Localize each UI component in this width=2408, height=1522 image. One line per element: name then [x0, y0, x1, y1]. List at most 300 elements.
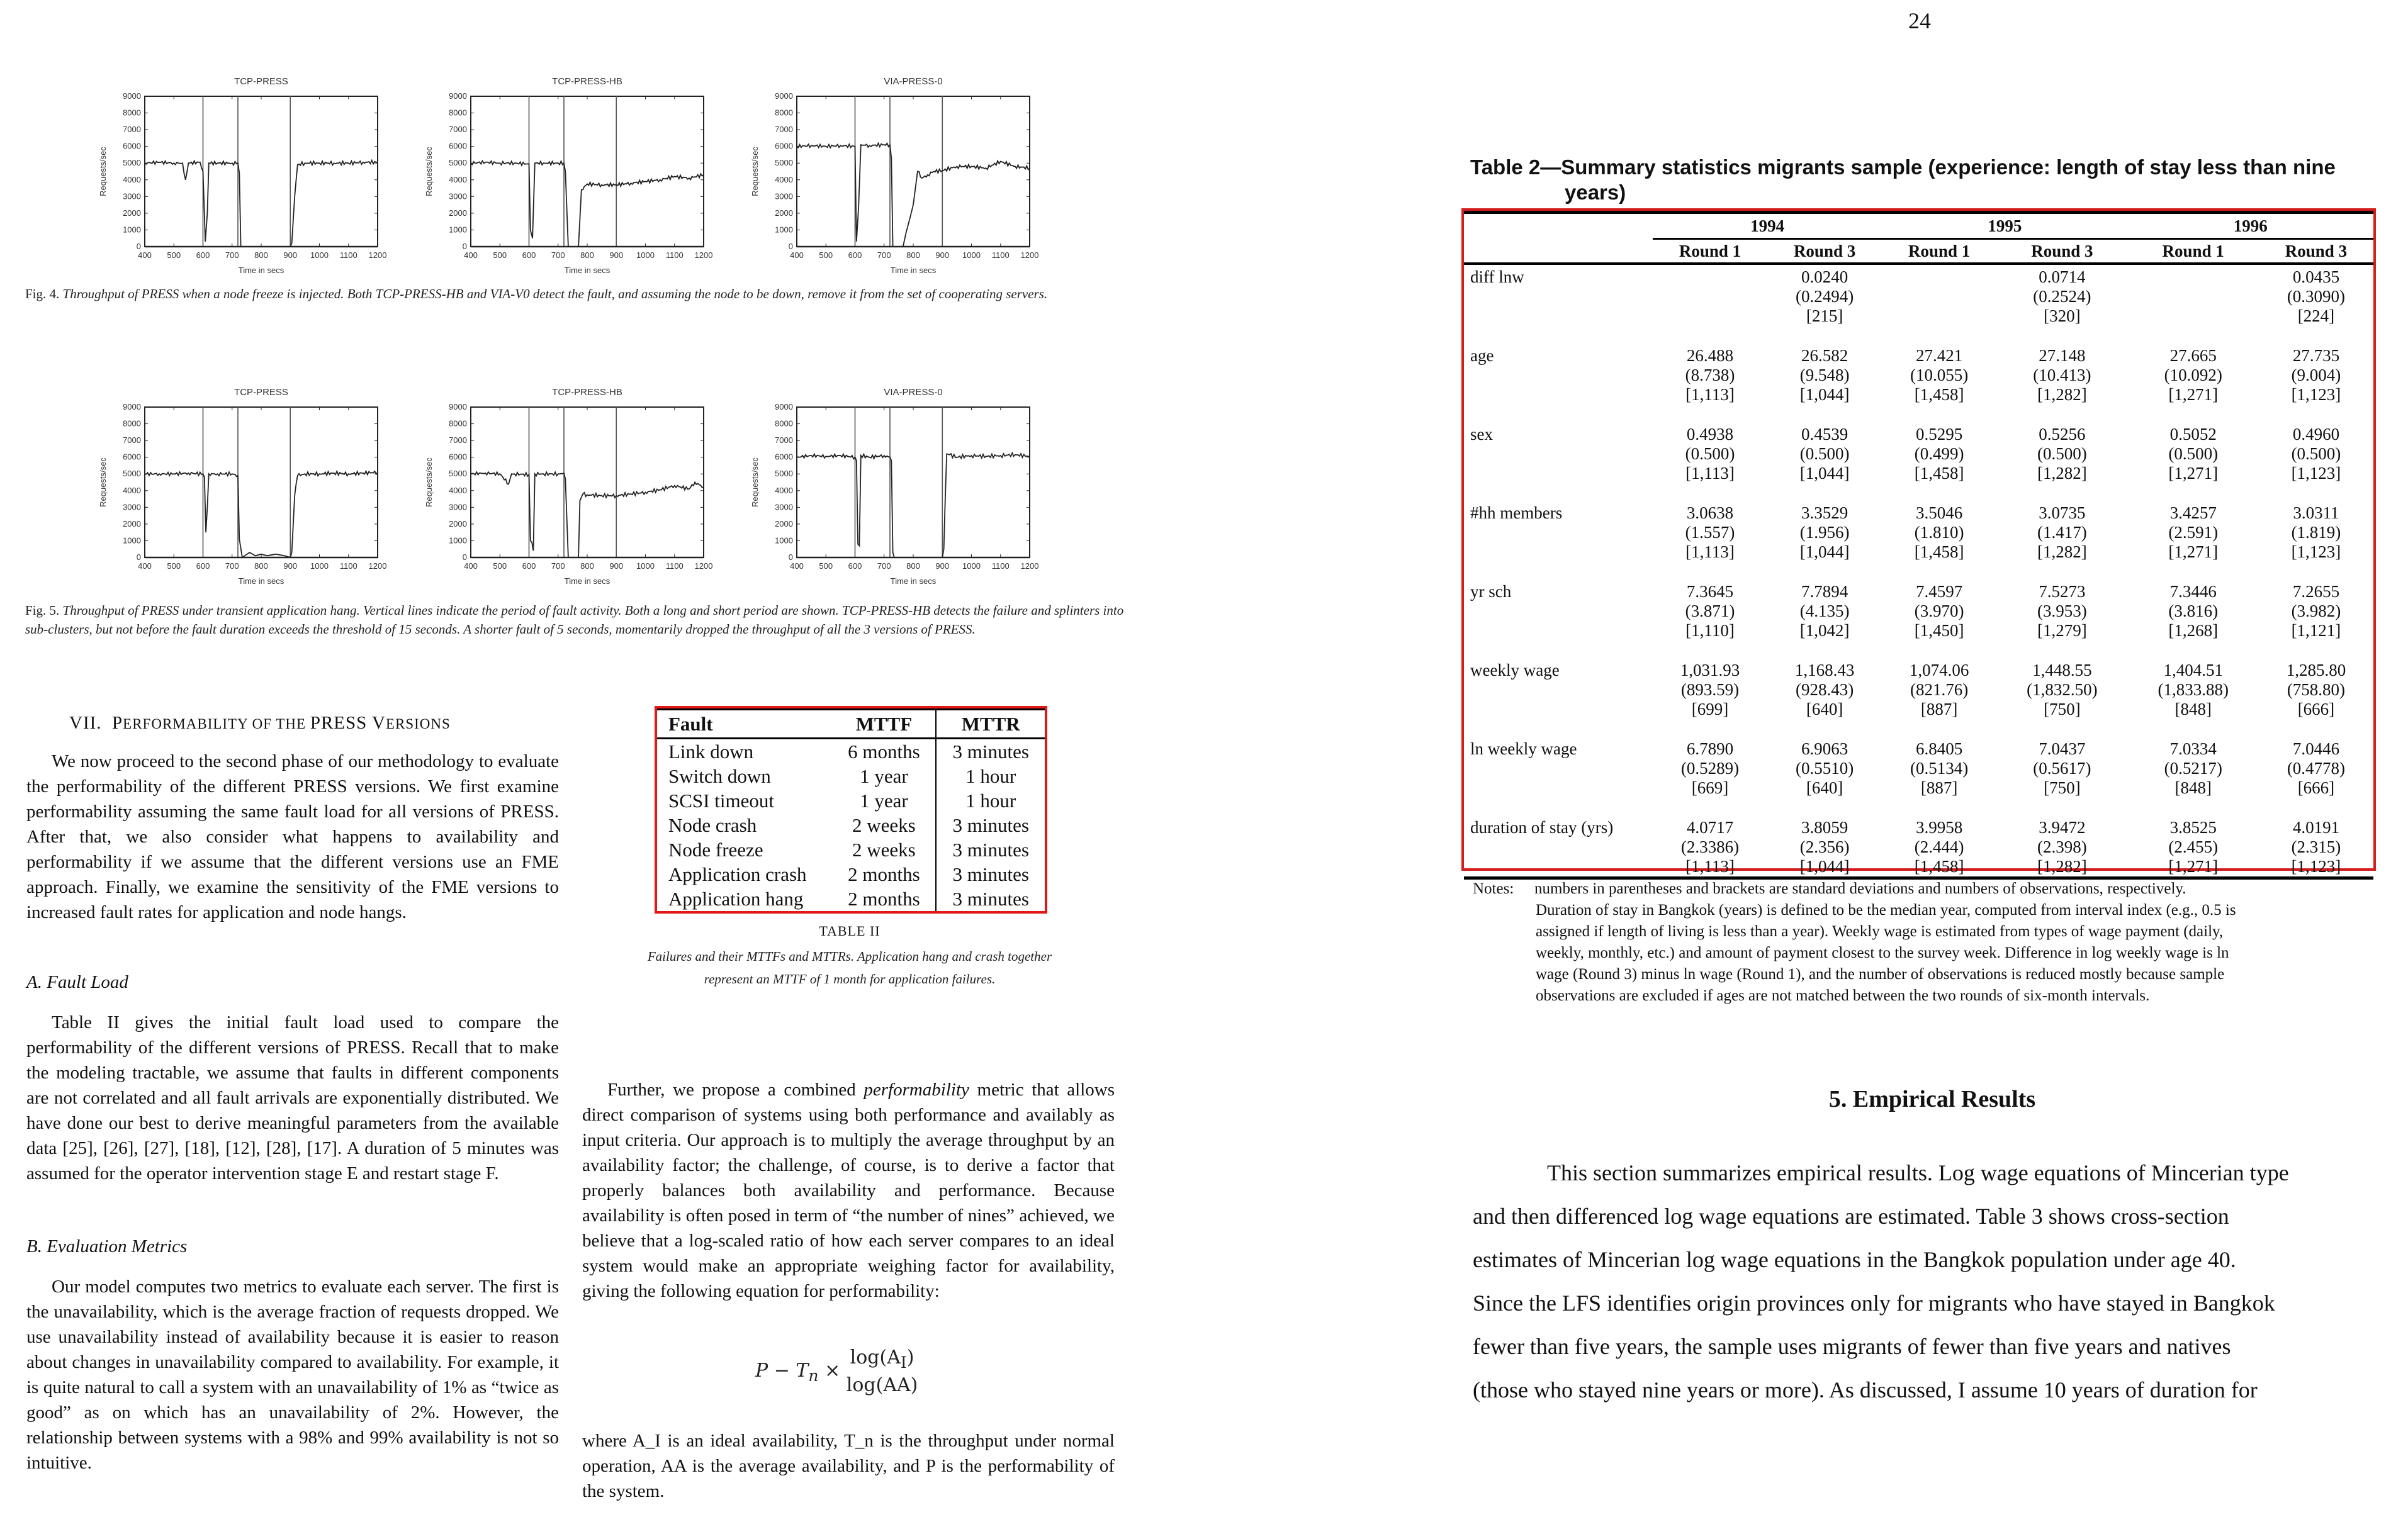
y-tick-label: 1000 [775, 225, 793, 235]
round-header: Round 3 [1996, 239, 2127, 264]
round-header: Round 1 [1653, 239, 1767, 264]
stat-sd: (2.455) [2168, 837, 2219, 856]
stat-cell [2259, 815, 2373, 878]
stat-n: [640] [1806, 700, 1843, 719]
y-tick-label: 4000 [775, 485, 793, 495]
stat-cell [1767, 737, 1882, 815]
fig4-chart-via-press-0 [740, 70, 1039, 278]
stat-mean: 7.3446 [2169, 582, 2217, 601]
section-number: VII. [69, 713, 102, 733]
fig5-chart-tcp-press [88, 381, 387, 589]
y-tick-label: 9000 [775, 402, 793, 411]
x-tick-label: 700 [225, 250, 239, 260]
plot-frame [797, 96, 1030, 247]
stat-cell [2259, 579, 2373, 658]
x-tick-label: 700 [877, 250, 891, 260]
stat-mean: 0.5256 [2039, 425, 2086, 444]
stat-mean: 27.148 [2039, 346, 2086, 365]
x-tick-label: 400 [464, 561, 478, 571]
stat-sd: (8.738) [1685, 366, 1735, 384]
stat-n: [1,282] [2037, 857, 2087, 876]
stat-n: [1,113] [1685, 385, 1735, 404]
stat-mean: 26.582 [1801, 346, 1848, 365]
y-tick-label: 6000 [123, 452, 141, 462]
y-tick-label: 1000 [123, 535, 141, 546]
stat-mean: 6.8405 [1916, 739, 1963, 758]
empty-corner [1464, 239, 1653, 264]
fault-mttr: 1 hour [936, 764, 1045, 788]
fault-mttr: 3 minutes [936, 862, 1045, 887]
variable-name: weekly wage [1470, 661, 1560, 680]
summary-table [1464, 211, 2373, 880]
stat-n: [1,044] [1799, 385, 1850, 404]
stat-n: [887] [1920, 700, 1958, 719]
section-title-p4: ERSIONS [385, 716, 451, 732]
year-1994: 1994 [1653, 213, 1882, 239]
y-tick-label: 1000 [123, 225, 141, 235]
fig5-chart-tcp-press-hb [414, 381, 713, 589]
eq-numerator [847, 1346, 918, 1374]
fig5-caption-text: Throughput of PRESS under transient application hang. Vertical lines indicate the period of fault activity. Both a long and short period are shown. TCP-PRESS-HB detects the failure and splinters into sub-clusters, but not before the fault duration exceeds the threshold of 15 seconds. A shorter fault of 5 seconds, momentarily dropped the throughput of all the 3 versions of PRESS. [25, 603, 1124, 637]
y-tick-label: 9000 [449, 91, 467, 101]
stat-cell [1767, 579, 1882, 658]
x-tick-label: 800 [580, 561, 594, 571]
x-tick-label: 1100 [665, 561, 684, 571]
x-tick-label: 1000 [962, 250, 981, 260]
stat-cell [1653, 737, 1767, 815]
x-tick-label: 700 [877, 561, 891, 571]
y-tick-label: 6000 [449, 452, 467, 462]
fig4-caption [25, 284, 1133, 303]
y-tick-label: 6000 [449, 141, 467, 151]
stat-sd: (4.135) [1799, 602, 1850, 620]
y-tick-label: 0 [136, 552, 141, 562]
stat-n [1653, 306, 1767, 326]
y-tick-label: 4000 [123, 485, 141, 495]
stat-cell [2259, 658, 2373, 737]
fig4-caption-label: Fig. 4. [25, 286, 60, 301]
fig4-chart-tcp-press [88, 70, 387, 278]
stat-sd: (0.2524) [2033, 287, 2091, 306]
table-row [1464, 264, 2373, 344]
stat-n: [1,458] [1914, 464, 1964, 483]
y-tick-label: 7000 [449, 435, 467, 445]
stat-n: [1,458] [1914, 385, 1964, 404]
stat-mean [2128, 267, 2259, 287]
intro-paragraph: We now proceed to the second phase of our methodology to evaluate the performability of the different PRESS versions. We first examine performability assuming the same fault load for all versions of PRESS. After that, we also consider what happens to availability and performability if we assume that the different versions use an FME approach. Finally, we examine the sensitivity of the FME versions to increased fault rates for application and node hangs. [26, 751, 559, 922]
chart-title: TCP-PRESS [234, 387, 288, 398]
fault-mttf: 6 months [848, 741, 920, 763]
fig5-caption-label: Fig. 5. [25, 603, 60, 618]
line-chart [414, 381, 713, 589]
fault-table-caption [585, 945, 1114, 990]
stat-n: [1,113] [1685, 464, 1735, 483]
fault-table-highlight [655, 706, 1047, 914]
stat-mean: 27.735 [2292, 346, 2340, 365]
y-tick-label: 8000 [123, 108, 141, 118]
stat-sd: (2.356) [1799, 837, 1850, 856]
stat-mean: 0.0714 [2039, 267, 2086, 286]
variable-name: #hh members [1470, 503, 1563, 522]
fault-mttf: 2 weeks [852, 814, 916, 836]
y-tick-label: 8000 [449, 108, 467, 118]
x-tick-label: 500 [493, 561, 507, 571]
x-tick-label: 1200 [368, 250, 387, 260]
stat-cell [1882, 422, 1996, 501]
line-chart [88, 70, 387, 278]
stat-n: [1,282] [2037, 542, 2087, 561]
x-tick-label: 900 [283, 561, 298, 571]
table-row [1464, 422, 2373, 501]
x-tick-label: 700 [225, 561, 239, 571]
stat-n: [1,271] [2168, 857, 2219, 876]
stat-mean: 6.9063 [1801, 739, 1848, 758]
x-tick-label: 1100 [665, 250, 684, 260]
evaluation-metrics-paragraph: Our model computes two metrics to evaluate each server. The first is the unavailability, which is the average fraction of requests dropped. We use unavailability instead of availability because it is easier to reason about changes in unavailability compared to availability. For example, it is quite natural to call a system with an unavailability of 1% as “twice as good” as on which has an unavailability of 2%. However, the relationship between systems with a 98% and 99% availability is not so intuitive. [26, 1277, 559, 1473]
stat-cell [2128, 579, 2259, 658]
stat-mean: 1,168.43 [1794, 661, 1855, 680]
fault-table-label: TABLE II [819, 923, 880, 939]
table-row [657, 813, 1045, 837]
stat-sd: (928.43) [1795, 680, 1854, 699]
stat-mean: 3.3529 [1801, 503, 1848, 522]
chart-title: VIA-PRESS-0 [884, 76, 943, 87]
x-axis-label: Time in secs [238, 266, 284, 275]
year-1995: 1995 [1882, 213, 2127, 239]
round-header: Round 1 [1882, 239, 1996, 264]
y-tick-label: 6000 [775, 141, 793, 151]
stat-cell [1882, 658, 1996, 737]
x-axis-label: Time in secs [890, 266, 937, 275]
stat-n: [1,271] [2168, 385, 2219, 404]
stat-n: [848] [2175, 700, 2212, 719]
fault-name: Node crash [668, 814, 757, 836]
y-tick-label: 7000 [775, 125, 793, 135]
stat-cell [1653, 579, 1767, 658]
stat-cell [2128, 501, 2259, 579]
performability-text [582, 1077, 1115, 1304]
stat-sd: (1,833.88) [2158, 680, 2229, 699]
stat-n: [1,271] [2168, 542, 2219, 561]
stat-sd: (1.819) [2291, 523, 2341, 542]
section-title-p2: ERFORMABILITY OF THE [123, 716, 310, 732]
stat-cell [1653, 264, 1767, 344]
x-tick-label: 700 [551, 561, 565, 571]
stat-cell [2128, 344, 2259, 422]
stat-n: [1,121] [2291, 621, 2341, 640]
fault-mttf: 1 year [860, 765, 908, 787]
stat-n: [1,279] [2037, 621, 2087, 640]
chart-title: TCP-PRESS-HB [552, 387, 622, 398]
x-tick-label: 1200 [694, 250, 713, 260]
stat-mean: 1,404.51 [2163, 661, 2223, 680]
plot-frame [797, 407, 1030, 557]
x-tick-label: 400 [790, 561, 804, 571]
stat-cell [2259, 501, 2373, 579]
y-tick-label: 2000 [449, 518, 467, 529]
fault-name: Link down [668, 741, 754, 763]
stat-mean: 3.0638 [1686, 503, 1734, 522]
y-tick-label: 7000 [123, 125, 141, 135]
stat-mean: 3.0735 [2039, 503, 2086, 522]
fault-mttr: 1 hour [936, 788, 1045, 813]
stat-mean: 0.0240 [1801, 267, 1848, 286]
stat-mean: 0.4539 [1801, 425, 1848, 444]
y-tick-label: 5000 [123, 469, 141, 479]
fault-mttr: 3 minutes [936, 837, 1045, 862]
stat-cell [2128, 815, 2259, 878]
stat-cell [2128, 658, 2259, 737]
body-line: estimates of Mincerian log wage equations in the Bangkok population under age 40. [1473, 1247, 2236, 1272]
stat-mean: 27.665 [2169, 346, 2217, 365]
stat-mean: 0.5052 [2169, 425, 2217, 444]
section-title-p1: P [112, 713, 123, 733]
empirical-results-body [1473, 1151, 2398, 1412]
x-tick-label: 1100 [339, 250, 357, 260]
stat-sd: (0.500) [2037, 444, 2087, 463]
plot-frame [471, 407, 704, 557]
stat-cell [1767, 264, 1882, 344]
stat-cell [1653, 501, 1767, 579]
x-tick-label: 600 [522, 561, 536, 571]
plot-frame [471, 96, 704, 247]
stat-n: [666] [2297, 700, 2335, 719]
fault-table-header [657, 710, 1045, 739]
stat-sd [2128, 287, 2259, 306]
fault-mttf: 1 year [860, 790, 908, 812]
performability-equation [755, 1346, 918, 1397]
section-heading [69, 713, 560, 734]
body-line: and then differenced log wage equations are estimated. Table 3 shows cross-section [1473, 1204, 2229, 1229]
table-row [1464, 658, 2373, 737]
para-text-before: Further, we propose a combined [607, 1080, 856, 1100]
stat-mean: 4.0191 [2292, 818, 2340, 837]
stat-mean: 7.0437 [2039, 739, 2086, 758]
page-number: 24 [1908, 8, 1931, 33]
stat-cell [1767, 344, 1882, 422]
stat-cell [1882, 344, 1996, 422]
stat-n: [1,042] [1799, 621, 1850, 640]
stat-cell [2259, 422, 2373, 501]
fault-mttf: 2 weeks [852, 839, 916, 861]
notes-line: weekly, monthly, etc.) and amount of payment closest to the survey week. Difference in log weekly wage is ln [1536, 944, 2229, 961]
stat-n: [669] [1691, 778, 1729, 797]
fault-mttr: 3 minutes [936, 739, 1045, 764]
y-tick-label: 3000 [123, 502, 141, 512]
y-tick-label: 9000 [123, 91, 141, 101]
chart-title: TCP-PRESS [234, 76, 288, 87]
stat-n: [1,450] [1914, 621, 1964, 640]
y-tick-label: 8000 [123, 418, 141, 428]
stat-sd: (3.871) [1685, 602, 1735, 620]
x-axis-label: Time in secs [564, 266, 610, 275]
stat-n: [1,123] [2291, 542, 2341, 561]
throughput-series [471, 472, 704, 557]
stat-n: [750] [2044, 700, 2081, 719]
table-row [1464, 579, 2373, 658]
chart-title: TCP-PRESS-HB [552, 76, 622, 87]
eq-times: × [824, 1360, 841, 1382]
variable-name: age [1470, 346, 1494, 365]
stat-mean: 1,448.55 [2032, 661, 2092, 680]
table-row [657, 739, 1045, 764]
stat-sd: (1.956) [1799, 523, 1850, 542]
stat-cell [2128, 264, 2259, 344]
line-chart [740, 381, 1039, 589]
stat-n: [1,123] [2291, 857, 2341, 876]
stat-sd: (0.499) [1914, 444, 1964, 463]
stat-cell [1653, 422, 1767, 501]
stat-cell [1996, 815, 2127, 878]
stat-cell [1996, 344, 2127, 422]
x-tick-label: 1000 [636, 250, 655, 260]
fault-name: Application hang [668, 888, 804, 910]
stat-n: [848] [2175, 778, 2212, 797]
stat-mean: 6.7890 [1686, 739, 1734, 758]
stat-n: [1,271] [2168, 464, 2219, 483]
stat-n: [1,458] [1914, 857, 1964, 876]
stat-n: [1,123] [2291, 385, 2341, 404]
stat-mean: 7.0446 [2292, 739, 2340, 758]
stat-sd: (0.5289) [1680, 759, 1740, 778]
notes-line: wage (Round 3) minus ln wage (Round 1), and the number of observations is reduced mostly because sample [1536, 966, 2225, 983]
y-tick-label: 1000 [775, 535, 793, 546]
table-row [657, 788, 1045, 813]
y-axis-label: Requests/sec [98, 457, 108, 507]
y-tick-label: 2000 [123, 518, 141, 529]
stat-cell [2259, 264, 2373, 344]
stat-n: [1,044] [1799, 464, 1850, 483]
stat-sd: (758.80) [2287, 680, 2346, 699]
stat-cell [1653, 815, 1767, 878]
y-tick-label: 5000 [449, 469, 467, 479]
y-tick-label: 2000 [449, 208, 467, 218]
stat-mean: 7.3645 [1686, 582, 1734, 601]
where-text [582, 1428, 1115, 1504]
y-tick-label: 0 [788, 552, 793, 562]
x-tick-label: 1100 [339, 561, 357, 571]
y-tick-label: 7000 [775, 435, 793, 445]
stat-mean: 3.9472 [2039, 818, 2086, 837]
round-header: Round 3 [1767, 239, 1882, 264]
stat-sd: (0.5617) [2033, 759, 2091, 778]
y-tick-label: 0 [788, 242, 793, 251]
stat-cell [1653, 658, 1767, 737]
x-tick-label: 900 [935, 250, 950, 260]
notes-line: Duration of stay in Bangkok (years) is defined to be the median year, computed from interval index (e.g., 0.5 is [1536, 902, 2236, 919]
notes-line: numbers in parentheses and brackets are standard deviations and numbers of observations, respectively. [1534, 880, 2186, 897]
summary-table-body [1464, 264, 2373, 878]
fig5-chart-via-press-0 [740, 381, 1039, 589]
stat-cell [1653, 344, 1767, 422]
stat-cell [1996, 501, 2127, 579]
stat-n: [1,282] [2037, 385, 2087, 404]
y-tick-label: 0 [136, 242, 141, 251]
x-tick-label: 900 [609, 561, 624, 571]
fault-table [657, 708, 1045, 911]
eq-denominator: log(AA) [846, 1374, 918, 1396]
y-tick-label: 2000 [775, 518, 793, 529]
body-line: (those who stayed nine years or more). As discussed, I assume 10 years of duration for [1473, 1377, 2258, 1402]
stat-mean: 3.8525 [2169, 818, 2217, 837]
stat-mean: 0.0435 [2292, 267, 2340, 286]
y-tick-label: 4000 [775, 174, 793, 184]
stat-sd: (2.444) [1914, 837, 1964, 856]
y-tick-label: 5000 [775, 158, 793, 168]
x-tick-label: 500 [819, 250, 833, 260]
eq-numerator-close: ) [906, 1346, 914, 1368]
fault-name: Switch down [668, 765, 771, 787]
para-italic-term: performability [864, 1080, 969, 1100]
stat-n: [1,113] [1685, 857, 1735, 876]
para-text-after: metric that allows direct comparison of systems using both performance and availably as input criteria. Our approach is to multiply the average throughput by an availability factor; the challenge, of course, is to derive a factor that properly balances both availability and performance. Because availability is often posed in term of “the number of nines” achieved, we believe that a log-scaled ratio of how each server compares to an ideal system would make an appropriate weighing factor for availability, giving the following equation for performability: [582, 1080, 1115, 1301]
x-tick-label: 1000 [962, 561, 981, 571]
notes-label: Notes: [1473, 880, 1514, 897]
stat-n: [887] [1920, 778, 1958, 797]
y-axis-label: Requests/sec [750, 457, 760, 507]
line-chart [740, 70, 1039, 278]
x-tick-label: 400 [790, 250, 804, 260]
stat-mean: 26.488 [1686, 346, 1734, 365]
x-tick-label: 1000 [310, 250, 329, 260]
subsection-fault-load-title: A. Fault Load [26, 972, 128, 992]
stat-n: [1,044] [1799, 857, 1850, 876]
stat-n: [750] [2044, 778, 2081, 797]
stat-mean: 4.0717 [1686, 818, 1734, 837]
stat-sd: (1.557) [1685, 523, 1735, 542]
y-tick-label: 0 [462, 552, 467, 562]
y-axis-label: Requests/sec [750, 147, 760, 196]
stat-mean: 7.5273 [2039, 582, 2086, 601]
round-header: Round 3 [2259, 239, 2373, 264]
notes-body [1536, 878, 2379, 1007]
x-tick-label: 600 [196, 561, 210, 571]
line-chart [414, 70, 713, 278]
y-tick-label: 2000 [775, 208, 793, 218]
stat-n: [1,044] [1799, 542, 1850, 561]
stat-cell [1996, 264, 2127, 344]
y-tick-label: 3000 [449, 191, 467, 201]
stat-sd: (3.816) [2168, 602, 2219, 620]
variable-name: yr sch [1470, 582, 1512, 601]
x-tick-label: 700 [551, 250, 565, 260]
fault-load-paragraph: Table II gives the initial fault load used to compare the performability of the different versions of PRESS. Recall that to make the modeling tractable, we assume that faults in different components are not correlated and all fault arrivals are exponentially distributed. We have done our best to derive meaningful parameters from the available data [25], [26], [27], [18], [12], [28], [17]. A duration of 5 minutes was assumed for the operator intervention stage E and restart stage F. [26, 1012, 559, 1183]
evaluation-metrics-text [26, 1274, 559, 1475]
stat-mean: 1,074.06 [1909, 661, 1969, 680]
stat-sd: (10.055) [1910, 366, 1969, 384]
stat-sd [1653, 287, 1767, 306]
stat-mean: 1,031.93 [1680, 661, 1740, 680]
stat-mean: 0.4938 [1686, 425, 1734, 444]
x-tick-label: 1200 [368, 561, 387, 571]
stat-n: [224] [2297, 306, 2335, 325]
stat-mean [1882, 267, 1996, 287]
throughput-series [145, 471, 378, 557]
y-tick-label: 6000 [123, 141, 141, 151]
x-tick-label: 800 [906, 250, 920, 260]
stat-cell [1996, 658, 2127, 737]
stat-sd: (9.548) [1799, 366, 1850, 384]
table-row [1464, 501, 2373, 579]
stat-n: [699] [1691, 700, 1729, 719]
stat-sd: (10.092) [2164, 366, 2222, 384]
x-tick-label: 1200 [694, 561, 713, 571]
stat-cell [1882, 579, 1996, 658]
stat-n: [1,110] [1685, 621, 1735, 640]
empty-corner [1464, 213, 1653, 239]
stat-sd: (10.413) [2033, 366, 2091, 384]
variable-name: diff lnw [1470, 267, 1524, 286]
